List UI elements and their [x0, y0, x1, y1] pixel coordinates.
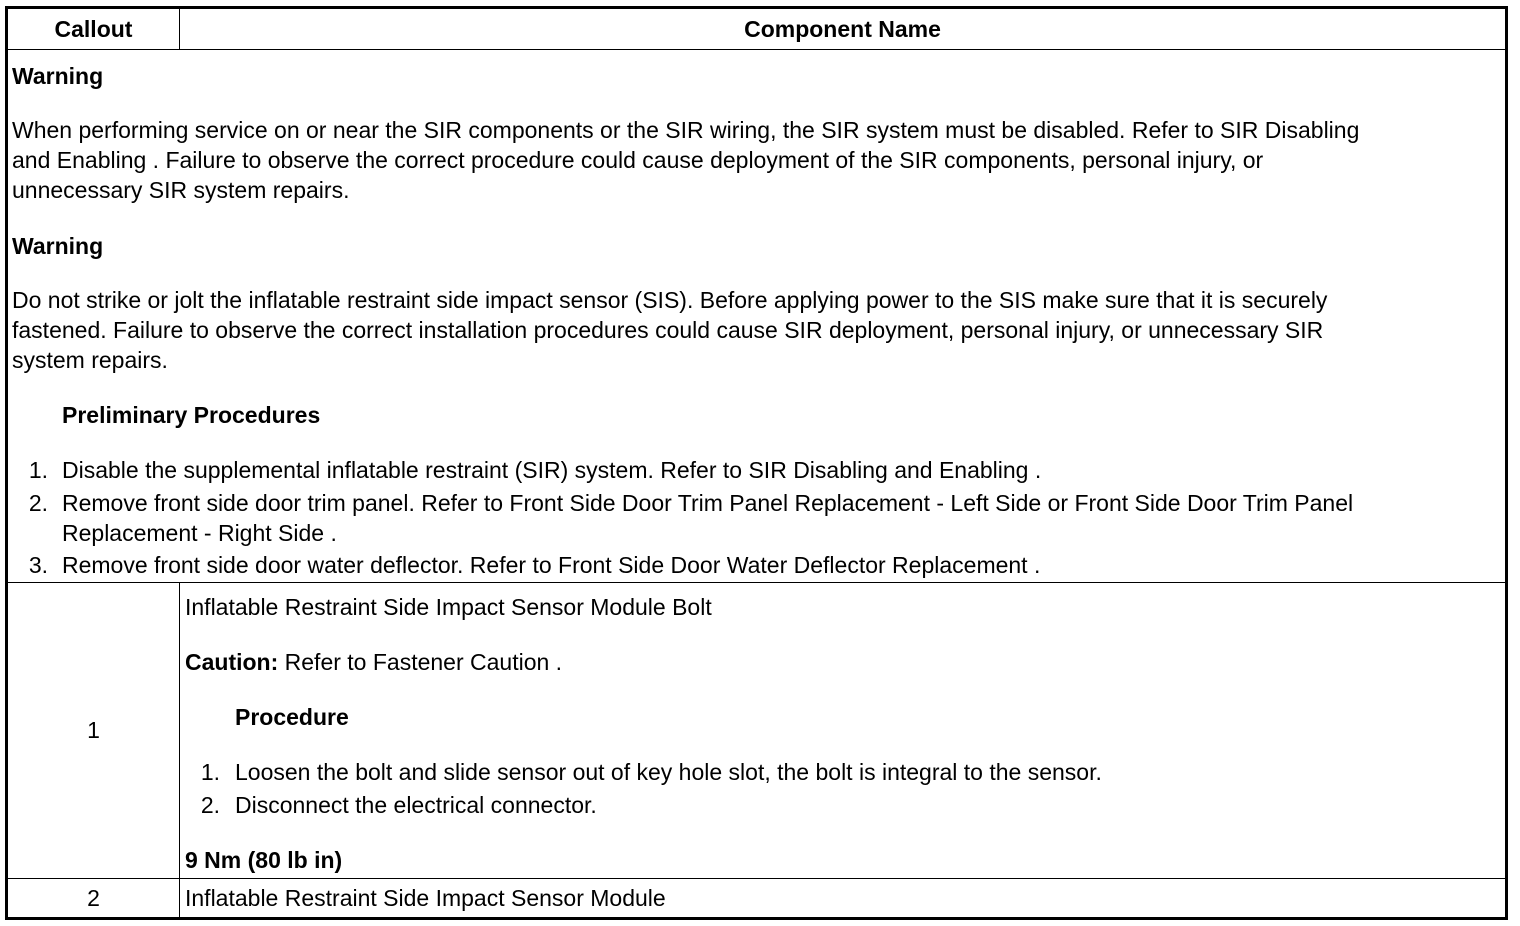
preliminary-procedures-title: Preliminary Procedures — [62, 402, 321, 428]
intro-row — [8, 50, 1505, 583]
torque-spec: 9 Nm (80 lb in) — [185, 847, 343, 873]
table-row — [8, 583, 1505, 879]
prelim-step-3-text: Remove front side door water deflector. Refer to Front Side Door Water Deflector Replacement . — [62, 552, 1041, 578]
table-row — [8, 879, 1505, 917]
header-callout: Callout — [8, 9, 180, 49]
procedure-title: Procedure — [235, 704, 349, 730]
warning-text-1-line-1: When performing service on or near the SIR components or the SIR wiring, the SIR system must be disabled. Refer to SIR Disabling — [12, 117, 1360, 143]
component-name: Inflatable Restraint Side Impact Sensor Module — [185, 885, 666, 911]
prelim-step-3-number: 3. — [28, 552, 48, 578]
warning-text-1-line-3: unnecessary SIR system repairs. — [12, 177, 350, 203]
callout-number: 2 — [8, 879, 180, 917]
caution-line — [185, 647, 562, 677]
prelim-step-2-number: 2. — [28, 490, 48, 516]
caution-text: Refer to Fastener Caution . — [278, 649, 563, 675]
callout-number: 1 — [8, 583, 180, 878]
procedure-step-2-text: Disconnect the electrical connector. — [235, 792, 597, 818]
prelim-step-2-text-line-2: Replacement - Right Side . — [62, 520, 337, 546]
caution-label: Caution: — [185, 649, 279, 675]
procedure-step-2-number: 2. — [200, 792, 220, 818]
warning-title-2: Warning — [12, 233, 104, 259]
warning-text-1-line-2: and Enabling . Failure to observe the correct procedure could cause deployment of the SIR components, personal injury, or — [12, 147, 1264, 173]
component-table — [5, 6, 1508, 920]
warning-text-2-line-1: Do not strike or jolt the inflatable restraint side impact sensor (SIS). Before applying power to the SIS make sure that it is securely — [12, 287, 1328, 313]
component-name: Inflatable Restraint Side Impact Sensor Module Bolt — [185, 594, 712, 620]
procedure-step-1-text: Loosen the bolt and slide sensor out of key hole slot, the bolt is integral to the sensor. — [235, 759, 1102, 785]
warning-text-2-line-3: system repairs. — [12, 347, 168, 373]
procedure-step-1-number: 1. — [200, 759, 220, 785]
component-cell — [180, 879, 1505, 917]
table-header-row — [8, 9, 1505, 50]
warning-title-1: Warning — [12, 63, 104, 89]
prelim-step-2-text-line-1: Remove front side door trim panel. Refer to Front Side Door Trim Panel Replacement - Left Side or Front Side Door Trim Panel — [62, 490, 1354, 516]
prelim-step-1-text: Disable the supplemental inflatable restraint (SIR) system. Refer to SIR Disabling and Enabling . — [62, 457, 1042, 483]
header-component-name: Component Name — [744, 15, 941, 42]
prelim-step-1-number: 1. — [28, 457, 48, 483]
warning-text-2-line-2: fastened. Failure to observe the correct installation procedures could cause SIR deployment, personal injury, or unnecessary SIR — [12, 317, 1324, 343]
component-cell — [180, 583, 1505, 878]
